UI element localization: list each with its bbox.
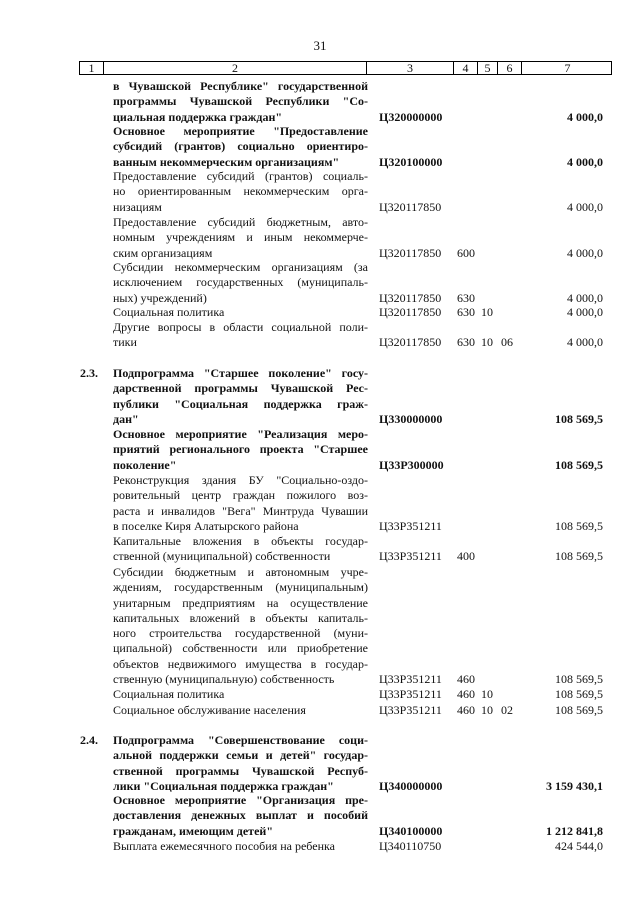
row-col-5: 10 <box>481 687 493 701</box>
row-col-4: 460 <box>457 687 475 701</box>
row-code: Ц320100000 <box>379 154 443 169</box>
row-col-4: 460 <box>457 703 475 717</box>
row-amount: 108 569,5 <box>555 549 603 564</box>
row-description <box>113 366 368 427</box>
row-amount: 4 000,0 <box>567 335 603 350</box>
description-line: Подпрограмма "Совершенствование соци- <box>113 733 368 747</box>
description-line: циальная поддержка граждан" <box>113 109 283 124</box>
description-line: приятий регионального проекта "Старшее <box>113 442 368 457</box>
row-amount: 1 212 841,8 <box>546 823 603 838</box>
row-number: 2.3. <box>80 366 98 380</box>
row-description <box>113 473 368 534</box>
row-col-6: 02 <box>501 703 513 717</box>
row-code: Ц320117850 <box>379 245 442 260</box>
row-code: Ц340100000 <box>379 823 443 838</box>
description-line: дарственной программы Чувашской Рес- <box>113 381 368 396</box>
row-col-4: 630 <box>457 305 475 319</box>
row-description <box>113 565 368 687</box>
description-line: Субсидии бюджетным и автономным учре- <box>113 565 368 579</box>
row-description <box>113 79 368 125</box>
row-amount: 4 000,0 <box>567 154 603 169</box>
description-line: Реконструкция здания БУ "Социально-оздо- <box>113 473 368 487</box>
description-line: номным учреждениям и иным некоммерче- <box>113 230 368 245</box>
row-amount: 4 000,0 <box>567 109 603 124</box>
header-col-5: 5 <box>478 62 498 74</box>
row-description <box>113 703 368 718</box>
description-line: раста и инвалидов "Вега" Минтруда Чувашии <box>113 503 368 518</box>
row-code: Ц320117850 <box>379 305 442 319</box>
description-line: Предоставление субсидий бюджетным, авто- <box>113 215 368 229</box>
header-col-2: 2 <box>104 62 367 74</box>
description-line: ного строительства государственной (муни- <box>113 626 368 641</box>
description-line: лики "Социальная поддержка граждан" <box>113 778 334 793</box>
description-line: Другие вопросы в области социальной поли- <box>113 320 368 334</box>
row-code: Ц33P351211 <box>379 549 442 564</box>
row-amount: 108 569,5 <box>555 672 603 687</box>
description-line: Социальная политика <box>113 305 225 319</box>
description-line: поколение" <box>113 457 177 472</box>
description-line: низациям <box>113 199 162 214</box>
description-line: гражданам, имеющим детей" <box>113 823 273 838</box>
description-line: ровительный центр граждан пожилого воз- <box>113 488 368 503</box>
description-line: но ориентированным некоммерческим орга- <box>113 184 368 199</box>
description-line: ждениям, государственным (муниципальным) <box>113 580 368 595</box>
row-col-4: 630 <box>457 335 475 350</box>
description-line: Выплата ежемесячного пособия на ребенка <box>113 839 335 853</box>
description-line: Предоставление субсидий (грантов) социаль- <box>113 169 368 183</box>
description-line: исключением государственных (муниципаль- <box>113 275 368 290</box>
description-line: Основное мероприятие "Предоставление <box>113 124 368 138</box>
row-col-6: 06 <box>501 335 513 350</box>
description-line: Основное мероприятие "Реализация меро- <box>113 427 368 441</box>
description-line: в Чувашской Республике" государственной <box>113 79 368 93</box>
description-line: Основное мероприятие "Организация пре- <box>113 793 368 807</box>
description-line: доставления денежных выплат и пособий <box>113 808 368 823</box>
description-line: альной поддержки семьи и детей" государ- <box>113 748 368 763</box>
header-col-4: 4 <box>454 62 478 74</box>
row-code: Ц340000000 <box>379 778 443 793</box>
description-line: Социальное обслуживание населения <box>113 703 306 717</box>
description-line: ственную (муниципальную) собственность <box>113 672 335 687</box>
row-amount: 4 000,0 <box>567 290 603 305</box>
row-description <box>113 733 368 794</box>
description-line: ским организациям <box>113 245 213 260</box>
row-code: Ц330000000 <box>379 411 443 426</box>
description-line: в поселке Киря Алатырского района <box>113 518 299 533</box>
row-description <box>113 169 368 215</box>
row-col-4: 630 <box>457 290 475 305</box>
row-code: Ц320117850 <box>379 199 442 214</box>
description-line: капитальных вложений в объекты капиталь- <box>113 610 368 625</box>
row-code: Ц320117850 <box>379 290 442 305</box>
table-header <box>79 61 612 75</box>
description-line: ванным некоммерческим организациям" <box>113 154 340 169</box>
row-amount: 4 000,0 <box>567 199 603 214</box>
row-description <box>113 320 368 351</box>
row-amount: 108 569,5 <box>555 411 603 426</box>
row-col-5: 10 <box>481 335 493 350</box>
row-amount: 4 000,0 <box>567 305 603 319</box>
row-code: Ц320117850 <box>379 335 442 350</box>
description-line: субсидий (грантов) социально ориентиро- <box>113 139 368 154</box>
description-line: Подпрограмма "Старшее поколение" госу- <box>113 366 368 380</box>
row-description <box>113 124 368 170</box>
row-col-4: 400 <box>457 549 475 564</box>
description-line: унитарным предприятиям на осуществление <box>113 595 368 610</box>
description-line: объектов недвижимого имущества в государ- <box>113 656 368 671</box>
description-line: Капитальные вложения в объекты государ- <box>113 534 368 548</box>
row-description <box>113 305 368 320</box>
row-description <box>113 215 368 261</box>
description-line: программы Чувашской Республики "Со- <box>113 94 368 109</box>
header-col-3: 3 <box>367 62 454 74</box>
description-line: тики <box>113 335 137 350</box>
row-description <box>113 687 368 702</box>
row-col-4: 460 <box>457 672 475 687</box>
row-code: Ц33P351211 <box>379 672 442 687</box>
header-col-6: 6 <box>498 62 522 74</box>
row-description <box>113 260 368 306</box>
description-line: ных) учреждений) <box>113 290 207 305</box>
row-amount: 3 159 430,1 <box>546 778 603 793</box>
row-description <box>113 427 368 473</box>
row-description <box>113 839 368 854</box>
description-line: Субсидии некоммерческим организациям (за <box>113 260 368 274</box>
header-col-1: 1 <box>80 62 104 74</box>
row-code: Ц33P300000 <box>379 457 444 472</box>
description-line: дан" <box>113 411 139 426</box>
description-line: ципальной) собственности или приобретение <box>113 641 368 656</box>
page-number: 31 <box>313 38 327 53</box>
description-line: публики "Социальная поддержка граж- <box>113 396 368 411</box>
row-description <box>113 534 368 565</box>
row-amount: 4 000,0 <box>567 245 603 260</box>
row-amount: 108 569,5 <box>555 687 603 701</box>
row-code: Ц340110750 <box>379 839 442 853</box>
description-line: ственной программы Чувашской Респуб- <box>113 763 368 778</box>
row-col-5: 10 <box>481 305 493 319</box>
row-col-5: 10 <box>481 703 493 717</box>
row-amount: 424 544,0 <box>555 839 603 853</box>
description-line: ственной (муниципальной) собственности <box>113 549 331 564</box>
row-amount: 108 569,5 <box>555 457 603 472</box>
row-amount: 108 569,5 <box>555 518 603 533</box>
row-code: Ц33P351211 <box>379 518 442 533</box>
row-code: Ц33P351211 <box>379 687 442 701</box>
header-col-7: 7 <box>564 61 571 75</box>
row-description <box>113 793 368 839</box>
row-col-4: 600 <box>457 245 475 260</box>
description-line: Социальная политика <box>113 687 225 701</box>
row-code: Ц33P351211 <box>379 703 442 717</box>
row-amount: 108 569,5 <box>555 703 603 717</box>
row-code: Ц320000000 <box>379 109 443 124</box>
row-number: 2.4. <box>80 733 98 747</box>
